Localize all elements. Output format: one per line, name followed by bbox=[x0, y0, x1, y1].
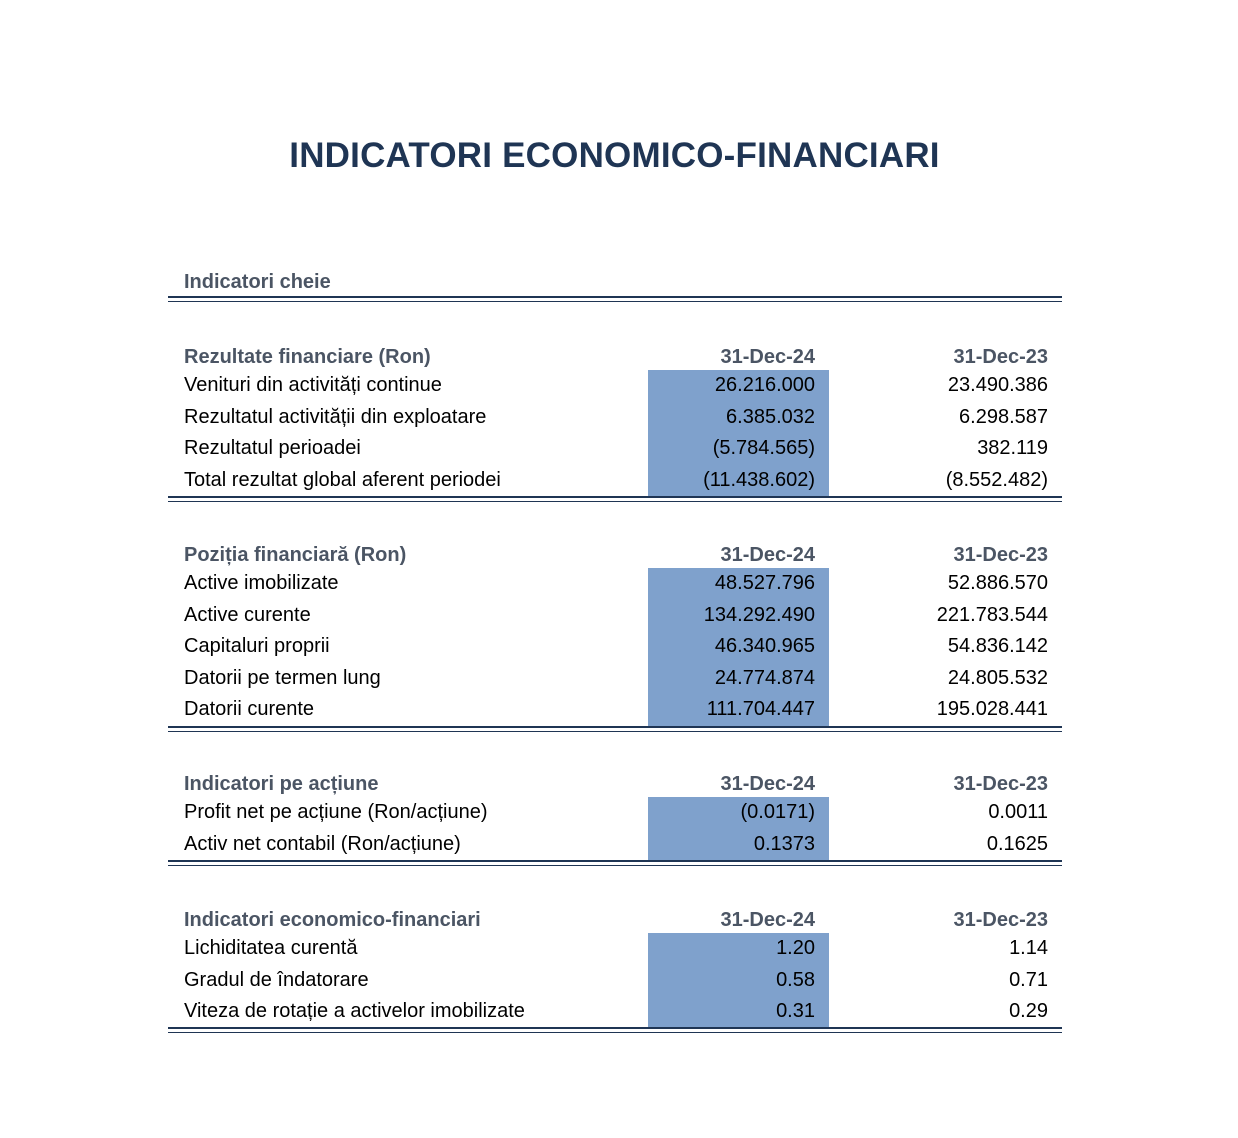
row-label: Active imobilizate bbox=[184, 572, 339, 594]
value-2023: 52.886.570 bbox=[947, 572, 1048, 594]
table-row bbox=[168, 631, 1062, 663]
row-label: Datorii curente bbox=[184, 698, 315, 720]
column-header-2024: 31-Dec-24 bbox=[720, 544, 815, 566]
table-row bbox=[168, 433, 1062, 465]
row-label: Profit net pe acțiune (Ron/acțiune) bbox=[184, 801, 488, 823]
section-header-row bbox=[168, 542, 1062, 568]
table-row bbox=[168, 663, 1062, 695]
value-2023: 1.14 bbox=[1009, 937, 1048, 959]
value-2024: 134.292.490 bbox=[648, 600, 829, 632]
section-heading: Rezultate financiare (Ron) bbox=[184, 346, 431, 368]
section-heading: Indicatori economico-financiari bbox=[184, 909, 481, 931]
value-2024: 0.31 bbox=[648, 996, 829, 1028]
section-divider bbox=[168, 726, 1062, 732]
value-2024: 1.20 bbox=[648, 933, 829, 965]
column-header-2024: 31-Dec-24 bbox=[720, 346, 815, 368]
column-header-2024: 31-Dec-24 bbox=[720, 773, 815, 795]
row-label: Lichiditatea curentă bbox=[184, 937, 358, 959]
section-heading: Poziția financiară (Ron) bbox=[184, 544, 407, 566]
page-title: INDICATORI ECONOMICO-FINANCIARI bbox=[289, 136, 940, 175]
section-divider bbox=[168, 1027, 1062, 1033]
value-2024: 48.527.796 bbox=[648, 568, 829, 600]
value-2024: (11.438.602) bbox=[648, 465, 829, 497]
value-2024: 0.58 bbox=[648, 965, 829, 997]
section-divider bbox=[168, 860, 1062, 866]
key-indicators-rule bbox=[168, 296, 1062, 302]
value-2024: 26.216.000 bbox=[648, 370, 829, 402]
value-2024: 46.340.965 bbox=[648, 631, 829, 663]
section-heading: Indicatori pe acțiune bbox=[184, 773, 379, 795]
row-label: Total rezultat global aferent periodei bbox=[184, 468, 501, 491]
table-row bbox=[168, 370, 1062, 402]
value-2023: 0.29 bbox=[1009, 1000, 1048, 1022]
value-2023: 23.490.386 bbox=[947, 374, 1048, 396]
table-row bbox=[168, 465, 1062, 497]
key-indicators-heading: Indicatori cheie bbox=[184, 271, 331, 293]
column-header-2023: 31-Dec-23 bbox=[953, 909, 1048, 931]
value-2024: (0.0171) bbox=[648, 797, 829, 829]
section-financial-position bbox=[168, 542, 1062, 726]
table-row bbox=[168, 797, 1062, 829]
table-row bbox=[168, 933, 1062, 965]
section-header-row bbox=[168, 344, 1062, 370]
value-2024: (5.784.565) bbox=[648, 433, 829, 465]
table-row bbox=[168, 996, 1062, 1028]
row-label: Rezultatul activității din exploatare bbox=[184, 405, 487, 428]
table-row bbox=[168, 965, 1062, 997]
row-label: Viteza de rotație a activelor imobilizate bbox=[184, 1000, 525, 1022]
value-2024: 0.1373 bbox=[648, 829, 829, 861]
value-2023: 221.783.544 bbox=[936, 603, 1048, 626]
row-label: Datorii pe termen lung bbox=[184, 666, 381, 689]
value-2024: 6.385.032 bbox=[648, 402, 829, 434]
value-2023: 6.298.587 bbox=[959, 405, 1048, 428]
table-row bbox=[168, 829, 1062, 861]
value-2023: (8.552.482) bbox=[945, 468, 1048, 491]
column-header-2023: 31-Dec-23 bbox=[953, 544, 1048, 566]
value-2023: 24.805.532 bbox=[947, 666, 1048, 689]
table-row bbox=[168, 694, 1062, 726]
row-label: Venituri din activități continue bbox=[184, 374, 442, 396]
column-header-2024: 31-Dec-24 bbox=[720, 909, 815, 931]
value-2023: 0.0011 bbox=[988, 801, 1048, 823]
row-label: Gradul de îndatorare bbox=[184, 968, 369, 991]
table-row bbox=[168, 568, 1062, 600]
section-per-share bbox=[168, 771, 1062, 860]
section-header-row bbox=[168, 771, 1062, 797]
value-2024: 111.704.447 bbox=[648, 694, 829, 726]
row-label: Activ net contabil (Ron/acțiune) bbox=[184, 832, 461, 855]
section-header-row bbox=[168, 907, 1062, 933]
value-2024: 24.774.874 bbox=[648, 663, 829, 695]
row-label: Rezultatul perioadei bbox=[184, 437, 361, 459]
row-label: Capitaluri proprii bbox=[184, 635, 330, 657]
section-financial-results bbox=[168, 344, 1062, 496]
value-2023: 382.119 bbox=[977, 437, 1048, 459]
value-2023: 54.836.142 bbox=[947, 635, 1048, 657]
value-2023: 195.028.441 bbox=[936, 698, 1048, 720]
section-divider bbox=[168, 496, 1062, 502]
column-header-2023: 31-Dec-23 bbox=[953, 773, 1048, 795]
table-row bbox=[168, 402, 1062, 434]
section-economic-financial-ratios bbox=[168, 907, 1062, 1028]
row-label: Active curente bbox=[184, 603, 311, 626]
value-2023: 0.71 bbox=[1009, 968, 1048, 991]
table-row bbox=[168, 600, 1062, 632]
value-2023: 0.1625 bbox=[986, 832, 1048, 855]
column-header-2023: 31-Dec-23 bbox=[953, 346, 1048, 368]
